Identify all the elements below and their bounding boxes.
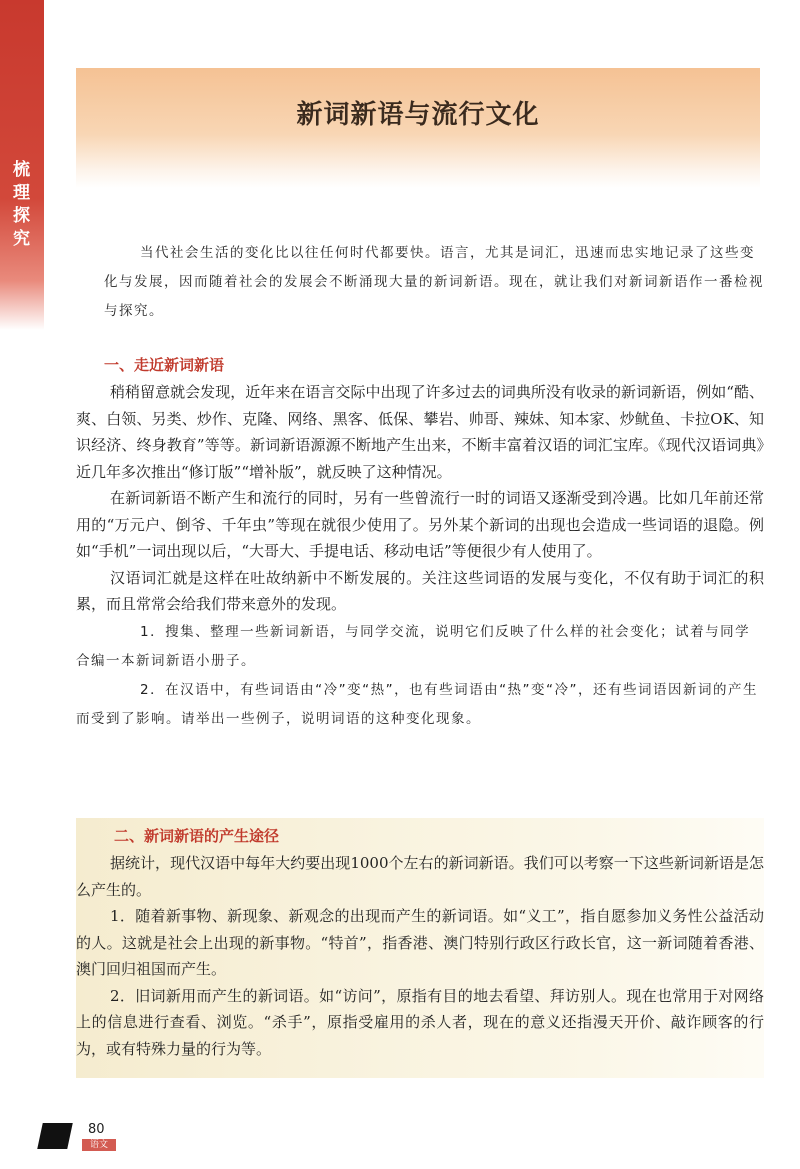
section1-paragraph: 在新词新语不断产生和流行的同时，另有一些曾流行一时的词语又逐渐受到冷遇。比如几年前还常用的“万元户、倒爷、千年虫”等现在就很少使用了。另外某个新词的出现也会造成一些词语的退隐。例如“手机”一词出现以后，“大哥大、手提电话、移动电话”等便很少有人使用了。 xyxy=(76,489,764,560)
section2-paragraph: 1．随着新事物、新现象、新观念的出现而产生的新词语。如“义工”，指自愿参加义务性公益活动的人。这就是社会上出现的新事物。“特首”，指香港、澳门特别行政区行政长官，这一新词随着香港、澳门回归祖国而产生。 xyxy=(76,907,764,978)
section1-body xyxy=(76,379,764,734)
intro-paragraph: 当代社会生活的变化比以往任何时代都要快。语言，尤其是词汇，迅速而忠实地记录了这些变化与发展，因而随着社会的发展会不断涌现大量的新词新语。现在，就让我们对新词新语作一番检视与探究。 xyxy=(104,245,764,319)
side-tab xyxy=(0,0,44,330)
section2-body xyxy=(76,850,764,1062)
exercise-item: 1．搜集、整理一些新词新语，与同学交流，说明它们反映了什么样的社会变化；试着与同学合编一本新词新语小册子。 xyxy=(76,623,751,669)
exercise-item: 2．在汉语中，有些词语由“冷”变“热”，也有些词语由“热”变“冷”，还有些词语因新词的产生而受到了影响。请举出一些例子，说明词语的这种变化现象。 xyxy=(76,681,759,727)
page-number: 80 xyxy=(88,1122,105,1137)
footer-subject-tag: 语文 xyxy=(82,1139,116,1151)
section1-heading: 一、走近新词新语 xyxy=(104,356,225,374)
side-tab-label: 梳理探究 xyxy=(9,160,29,252)
section2-paragraph: 据统计，现代汉语中每年大约要出现1000个左右的新词新语。我们可以考察一下这些新词新语是怎么产生的。 xyxy=(76,854,764,899)
page-title: 新词新语与流行文化 xyxy=(296,100,540,130)
section2-paragraph: 2．旧词新用而产生的新词语。如“访问”，原指有目的地去看望、拜访别人。现在也常用于对网络上的信息进行查看、浏览。“杀手”，原指受雇用的杀人者，现在的意义还指漫天开价、敲诈顾客的行为，或有特殊力量的行为等。 xyxy=(76,986,764,1058)
section2-heading: 二、新词新语的产生途径 xyxy=(114,827,280,845)
section1-paragraph: 汉语词汇就是这样在吐故纳新中不断发展的。关注这些词语的发展与变化，不仅有助于词汇的积累，而且常常会给我们带来意外的发现。 xyxy=(76,568,764,613)
footer-corner-mark xyxy=(37,1123,73,1149)
section1-paragraph: 稍稍留意就会发现，近年来在语言交际中出现了许多过去的词典所没有收录的新词新语，例如“酷、爽、白领、另类、炒作、克隆、网络、黑客、低保、攀岩、帅哥、辣妹、知本家、炒鱿鱼、卡拉OK、知识经济、终身教育”等等。新词新语源源不断地产生出来，不断丰富着汉语的词汇宝库。《现代汉语词典》近几年多次推出“修订版”“增补版”，就反映了这种情况。 xyxy=(76,383,764,481)
